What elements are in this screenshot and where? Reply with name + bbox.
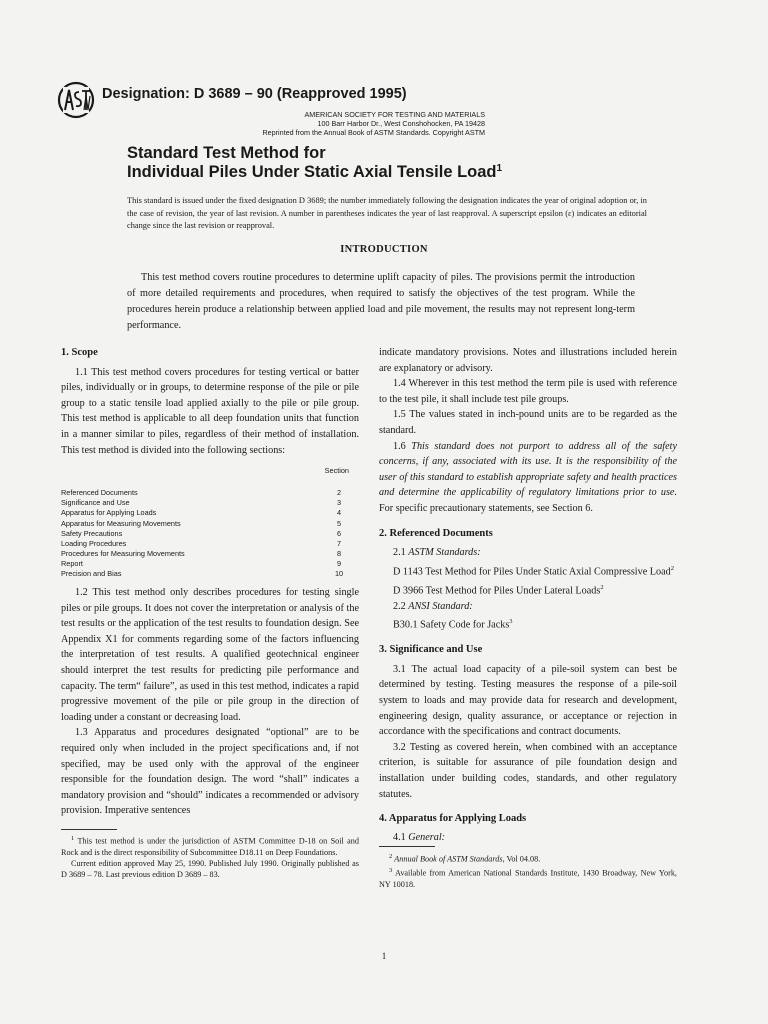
section-row: Loading Procedures 7 — [61, 538, 342, 548]
para-1-3: 1.3 Apparatus and procedures designated “optional” are to be required only when included in the project specifications and, if not specified, may be used only with the approval of the engineer responsible for the foundation design. The word “shall” indicates a mandatory provision and “should” indicates a recommended or advisory provision. Imperative sentences — [61, 727, 359, 817]
section-row: Apparatus for Applying Loads 4 — [61, 508, 342, 518]
publisher: AMERICAN SOCIETY FOR TESTING AND MATERIALS — [304, 110, 485, 119]
section-row: Report 9 — [61, 558, 342, 568]
para-3-2: 3.2 Testing as covered herein, when combined with an acceptance criterion, is suitable for assurance of pile foundation design and installation under building codes, standards, and other regulatory statutes. — [379, 741, 677, 800]
para-3-1: 3.1 The actual load capacity of a pile-soil system can best be determined by testing. Testing measures the response of a pile-soil system to loads and may provide data for research and development, engineering design, quality assurance, or acceptance or rejection in accordance with the specifications and contract documents. — [379, 663, 677, 738]
para-1-5: 1.5 The values stated in inch-pound units are to be regarded as the standard. — [379, 409, 677, 436]
section-column-header: Section — [324, 466, 349, 476]
title-footnote-mark: 1 — [496, 163, 503, 174]
para-1-3-continued: indicate mandatory provisions. Notes and illustrations included herein are explanatory or advisory. — [379, 347, 677, 374]
significance-heading: 3. Significance and Use — [379, 644, 483, 656]
page-number: 1 — [381, 951, 387, 961]
section-row: Significance and Use 3 — [61, 498, 342, 508]
designation: Designation: D 3689 – 90 (Reapproved 1995) — [102, 86, 407, 102]
section-row: Referenced Documents 2 — [61, 488, 342, 498]
para-1-4: 1.4 Wherever in this test method the term pile is used with reference to the test pile, it shall include test pile groups. — [379, 378, 677, 405]
title-line-2: Individual Piles Under Static Axial Tensile Load$^1$ — [127, 163, 503, 181]
astm-standards-label: 2.1 ASTM Standards: — [393, 547, 481, 559]
referenced-documents-heading: 2. Referenced Documents — [379, 527, 493, 539]
left-column — [61, 345, 359, 819]
para-1-6: 1.6 This standard does not purport to address all of the safety concerns, if any, associated with its use. It is the responsibility of the user of this standard to establish appropriate safety and health practices and determine the applicability of regulatory limitations prior to use. For specific precautionary statements, see Section 6. — [379, 440, 677, 514]
para-1-2: 1.2 This test method only describes procedures for testing single piles or pile groups. It does not cover the interpretation or analysis of the test results or the application of the test results to foundation design. See Appendix X1 for comments regarding some of the factors influencing the interpretation of test results. A qualified geotechnical engineer should interpret the test results for predicting pile performance and capacity. The term“ failure”, as used in this test method, indicates a rapid progressive movement of the pile or pile group in the direction of loading under a constant or decreasing load. — [61, 587, 359, 723]
section-row: Precision and Bias 10 — [61, 569, 344, 578]
apparatus-heading: 4. Apparatus for Applying Loads — [379, 813, 527, 825]
ref-d1143: D 1143 Test Method for Piles Under Static Axial Compressive Load$^2$ — [393, 564, 674, 578]
section-row: Apparatus for Measuring Movements 5 — [61, 518, 342, 528]
footnote-3: $^3$ Available from American National Standards Institute, 1430 Broadway, New York, NY 10018. — [379, 866, 677, 889]
publisher-address: 100 Barr Harbor Dr., West Conshohocken, PA 19428 — [317, 119, 485, 128]
ref-d3966: D 3966 Test Method for Piles Under Lateral Loads$^2$ — [393, 583, 604, 597]
ansi-standard-label: 2.2 ANSI Standard: — [393, 600, 473, 612]
astm-logo — [57, 80, 95, 120]
footnotes-right — [379, 851, 677, 890]
section-table — [61, 466, 359, 579]
ref-b30: B30.1 Safety Code for Jacks$^3$ — [393, 618, 513, 631]
footnote-2: $^2$ Annual Book of ASTM Standards, Vol 04.08. — [389, 853, 541, 864]
para-4-1: 4.1 General: — [393, 831, 446, 843]
footnote-1-edition: Current edition approved May 25, 1990. Published July 1990. Originally published as D 3689 – 78. Last previous edition D 3689 – 83. — [61, 859, 359, 880]
scope-heading: 1. Scope — [61, 347, 98, 358]
footnotes-left — [61, 833, 359, 881]
title-line-1: Standard Test Method for — [127, 144, 326, 162]
introduction-text: This test method covers routine procedures to determine uplift capacity of piles. The provisions permit the introduction of more detailed requirements and procedures, when required to satisfy the objectives of the test program. While the procedures herein produce a relationship between applied load and pile movement, the results may not represent long-term performance. — [127, 272, 635, 331]
para-1-1: 1.1 This test method covers procedures for testing vertical or batter piles, individually or in groups, to determine response of the pile or pile group to a static tensile load applied axially to the pile or pile group. This test method is applicable to all deep foundation units that function in a manner similar to piles, regardless of their method of installation. This test method is divided into the following sections: — [61, 366, 359, 456]
section-row: Safety Precautions 6 — [61, 528, 342, 538]
footnote-rule-right — [379, 846, 435, 847]
right-column — [379, 345, 677, 845]
section-row: Procedures for Measuring Movements 8 — [61, 548, 342, 558]
reprint-note: Reprinted from the Annual Book of ASTM Standards. Copyright ASTM — [262, 128, 485, 137]
issued-note: This standard is issued under the fixed designation D 3689; the number immediately following the designation indicates the year of original adoption or, in the case of revision, the year of last revision. A number in parentheses indicates the year of last reapproval. A superscript epsilon (ε) indicates an editorial change since the last revision or reapproval. — [127, 196, 647, 230]
introduction-heading: INTRODUCTION — [340, 244, 428, 255]
footnote-rule-left — [61, 829, 117, 830]
footnote-1: $^1$ This test method is under the jurisdiction of ASTM Committee D-18 on Soil and Rock and is the direct responsibility of Subcommittee D18.11 on Deep Foundations. — [61, 835, 359, 857]
